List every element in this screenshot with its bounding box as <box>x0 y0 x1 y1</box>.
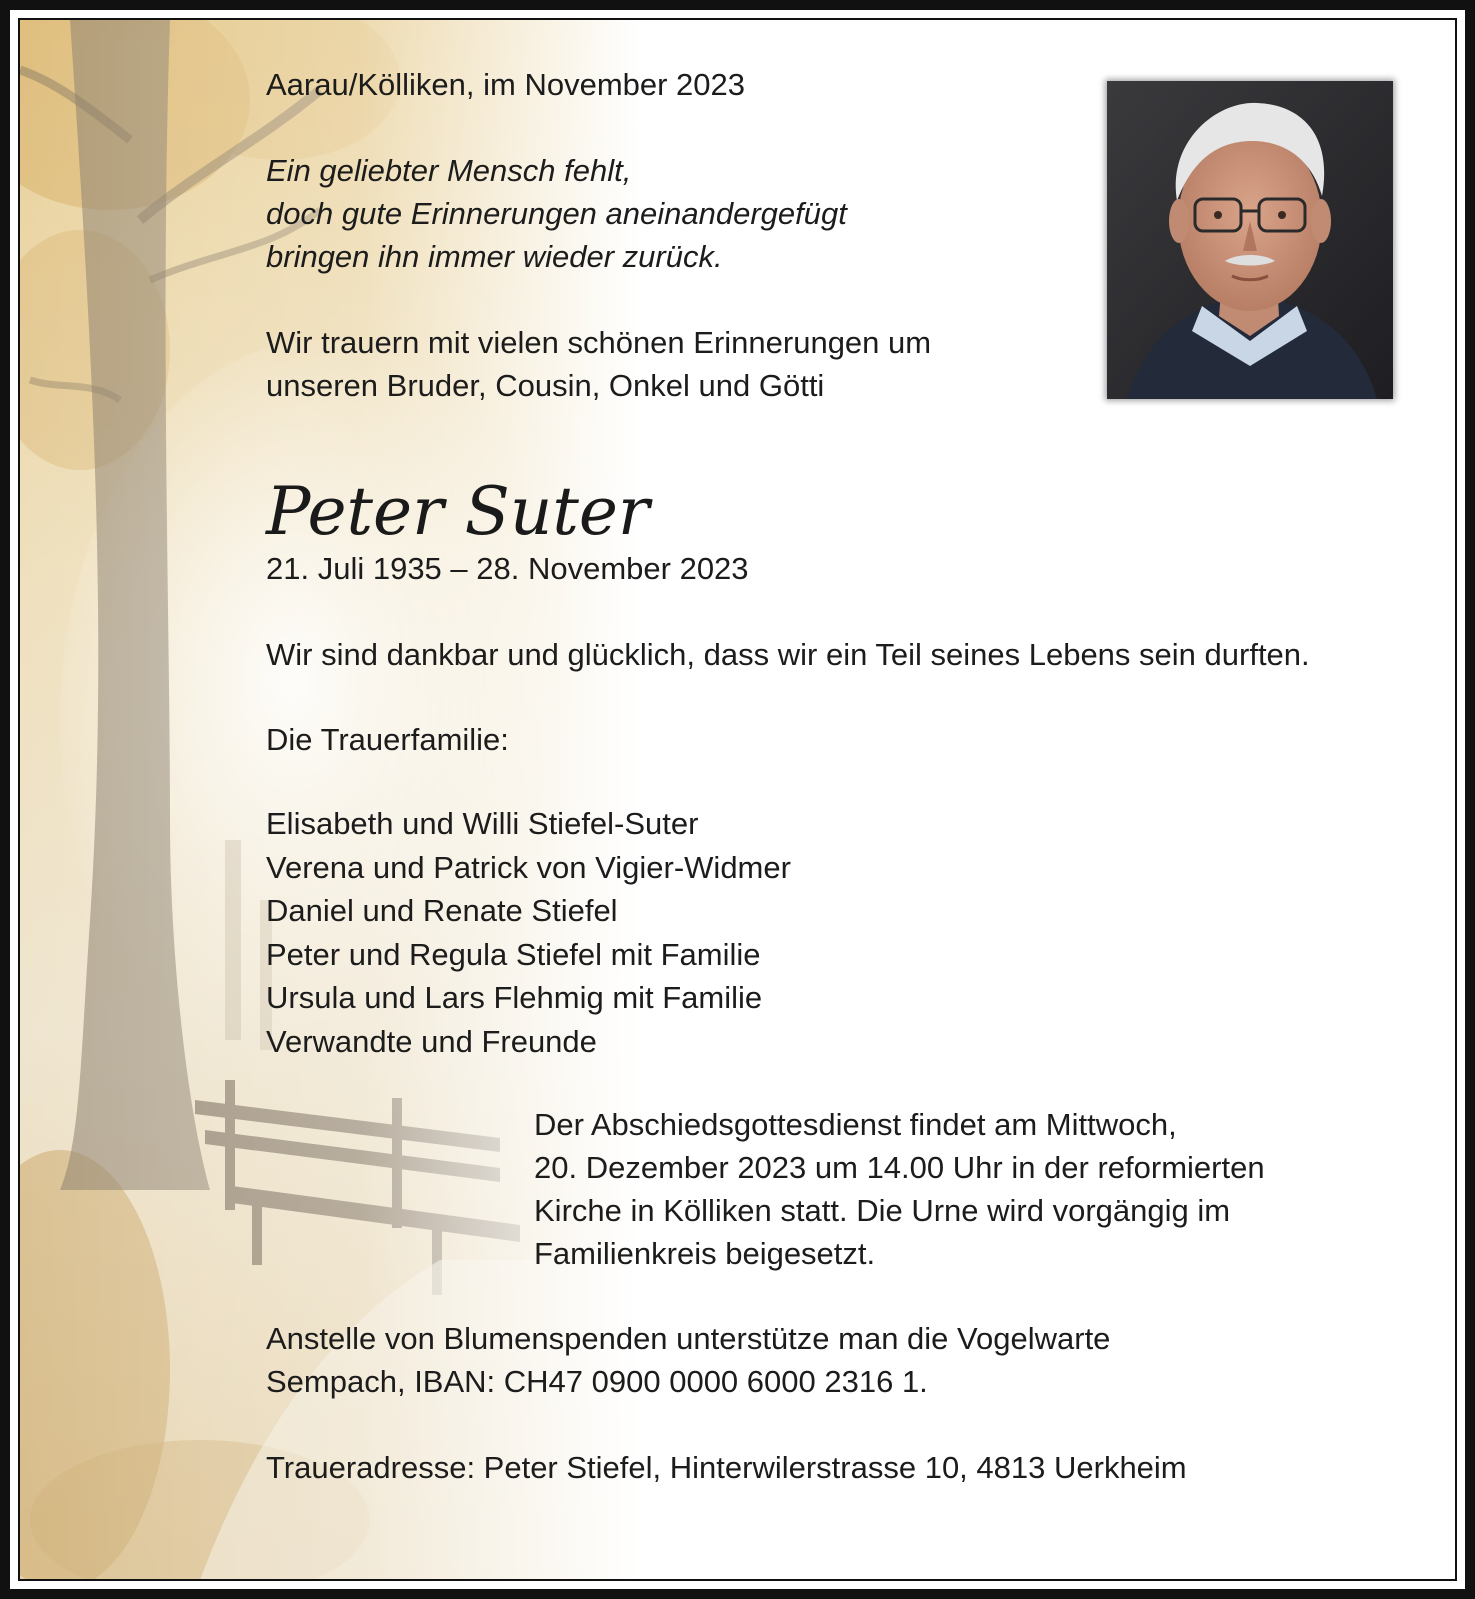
service-line-2: 20. Dezember 2023 um 14.00 Uhr in der reformierten <box>534 1150 1265 1185</box>
portrait-photo <box>1107 81 1393 399</box>
obituary-panel <box>18 18 1457 1581</box>
intro-line-1: Wir trauern mit vielen schönen Erinnerungen um <box>266 325 932 360</box>
service-line-4: Familienkreis beigesetzt. <box>534 1236 876 1271</box>
family-member: Verwandte und Freunde <box>266 1023 597 1059</box>
family-member: Daniel und Renate Stiefel <box>266 893 618 928</box>
service-line-1: Der Abschiedsgottesdienst findet am Mittwoch, <box>534 1107 1177 1142</box>
poem-line-3: bringen ihn immer wieder zurück. <box>266 239 723 274</box>
family-heading: Die Trauerfamilie: <box>266 722 509 757</box>
family-member: Elisabeth und Willi Stiefel-Suter <box>266 806 699 841</box>
place-date: Aarau/Kölliken, im November 2023 <box>266 67 746 102</box>
poem-line-1: Ein geliebter Mensch fehlt, <box>266 153 632 188</box>
gratitude-statement: Wir sind dankbar und glücklich, dass wir ein Teil seines Lebens sein durften. <box>266 637 1310 672</box>
portrait-image <box>1107 81 1393 399</box>
family-member: Verena und Patrick von Vigier-Widmer <box>266 849 791 885</box>
donation-line-1: Anstelle von Blumenspenden unterstütze man die Vogelwarte <box>266 1321 1111 1356</box>
poem-line-2: doch gute Erinnerungen aneinandergefügt <box>266 196 847 231</box>
mourning-address: Traueradresse: Peter Stiefel, Hinterwilerstrasse 10, 4813 Uerkheim <box>266 1450 1187 1485</box>
family-list <box>266 802 791 1063</box>
deceased-name: Peter Suter <box>266 473 650 550</box>
intro-line-2: unseren Bruder, Cousin, Onkel und Götti <box>266 368 825 403</box>
life-dates: 21. Juli 1935 – 28. November 2023 <box>266 551 749 586</box>
donation-line-2: Sempach, IBAN: CH47 0900 0000 6000 2316 1. <box>266 1364 928 1399</box>
family-member: Ursula und Lars Flehmig mit Familie <box>266 980 763 1015</box>
family-member: Peter und Regula Stiefel mit Familie <box>266 936 761 972</box>
service-line-3: Kirche in Kölliken statt. Die Urne wird vorgängig im <box>534 1193 1231 1228</box>
